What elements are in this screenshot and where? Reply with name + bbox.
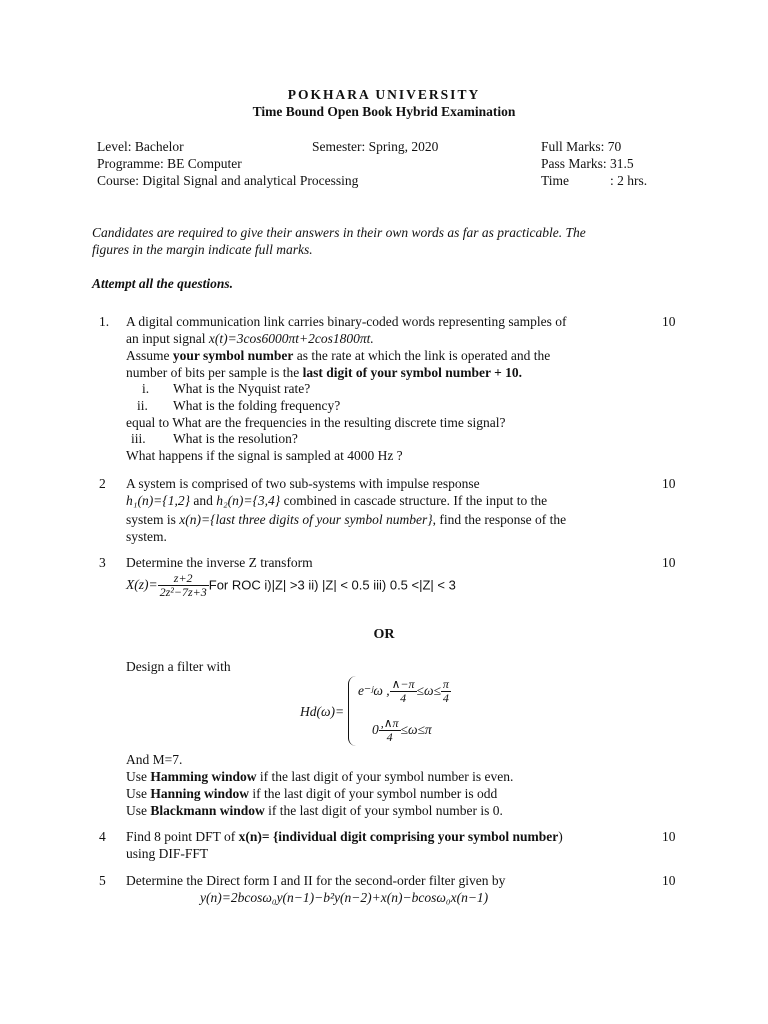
q1-line-4-pre: number of bits per sample is the	[126, 365, 303, 380]
case2-frac-num: ,∧π	[380, 716, 399, 730]
q1-line-2	[126, 331, 374, 347]
q3-numerator: z+2	[158, 572, 209, 586]
q5-line-1: Determine the Direct form I and II for the second-order filter given by	[126, 873, 506, 888]
q3-number: 3	[99, 555, 106, 570]
case1-mid: ≤ω≤	[416, 683, 441, 699]
q3-use-hamming	[126, 769, 513, 785]
q3-use-hanning	[126, 786, 497, 802]
use1-post: if the last digit of your symbol number is even.	[256, 769, 514, 784]
q1-line-3-bold: your symbol number	[172, 348, 294, 363]
q5-equation: y(n)=2bcosω₀y(n−1)−b²y(n−2)+x(n)−bcosω₀x(n−1)	[200, 890, 489, 905]
q2-and: and	[189, 493, 217, 508]
case1-frac-den: 4	[400, 690, 407, 705]
q1-line-1: A digital communication link carries binary-coded words representing samples of	[126, 314, 567, 329]
use3-pre: Use	[126, 803, 151, 818]
q3-design: Design a filter with	[126, 659, 231, 674]
q1-line-3	[126, 348, 550, 364]
q1-sub-i: What is the Nyquist rate?	[173, 381, 311, 396]
q3-roc: For ROC i)|Z| >3 ii) |Z| < 0.5 iii) 0.5 <|Z| < 3	[208, 577, 456, 593]
use3-bold: Blackmann window	[150, 803, 265, 818]
q3-lhs: X(z)=	[126, 577, 158, 593]
or-separator: OR	[373, 627, 395, 642]
q1-signal-equation: x(t)=3cos6000πt+2cos1800πt.	[208, 331, 374, 346]
university-title: POKHARA UNIVERSITY	[287, 87, 481, 102]
q3-m: And M=7.	[126, 752, 183, 767]
case1-exp: e⁻ʲω ,	[358, 683, 390, 699]
q5-marks: 10	[662, 873, 676, 888]
case1-frac	[390, 678, 417, 704]
q3-denominator: 2z²−7z+3	[159, 584, 207, 599]
q4-line-1-pre: Find 8 point DFT of	[126, 829, 239, 844]
q2-line-3-post: , find the response of the	[432, 512, 567, 527]
course: Course: Digital Signal and analytical Processing	[97, 173, 359, 188]
full-marks: Full Marks: 70	[541, 139, 622, 154]
q1-line-4-bold: last digit of your symbol number + 10.	[302, 365, 523, 380]
use1-bold: Hamming window	[150, 769, 257, 784]
level: Level: Bachelor	[97, 139, 184, 154]
q1-marks: 10	[662, 314, 676, 329]
q2-number: 2	[99, 476, 106, 491]
time-label: Time	[541, 173, 570, 188]
hd-case-1	[358, 678, 451, 704]
use2-post: if the last digit of your symbol number is odd	[249, 786, 498, 801]
q2-marks: 10	[662, 476, 676, 491]
use2-pre: Use	[126, 786, 151, 801]
instruction-line-2: figures in the margin indicate full marks.	[92, 242, 313, 257]
case1-r-den: 4	[442, 690, 449, 705]
q4-line-1-post: )	[558, 829, 563, 844]
q3-fraction	[158, 572, 209, 598]
q1-line-4	[126, 365, 522, 381]
q4-line-1-bold: x(n)= {individual digit comprising your symbol number	[238, 829, 559, 844]
q1-line-3-post: as the rate at which the link is operated and the	[293, 348, 551, 363]
q1-last-line: What happens if the signal is sampled at 4000 Hz ?	[126, 448, 403, 463]
case2-post: ≤ω≤π	[400, 722, 432, 738]
q1-sub-ii-number: ii.	[137, 398, 148, 413]
q1-number: 1.	[99, 314, 110, 329]
q2-h1: h₁(n)={1,2}	[126, 493, 190, 508]
q2-h2: h₂(n)={3,4}	[216, 493, 281, 508]
q2-line-4: system.	[126, 529, 167, 544]
q4-line-1	[126, 829, 563, 845]
semester: Semester: Spring, 2020	[312, 139, 439, 154]
q3-marks: 10	[662, 555, 676, 570]
pass-marks: Pass Marks: 31.5	[541, 156, 634, 171]
q1-sub-i-number: i.	[142, 381, 150, 396]
use3-post: if the last digit of your symbol number is 0.	[264, 803, 503, 818]
q1-line-3-pre: Assume	[126, 348, 173, 363]
q1-note: equal to What are the frequencies in the resulting discrete time signal?	[126, 415, 506, 430]
use1-pre: Use	[126, 769, 151, 784]
q2-line-3-pre: system is	[126, 512, 180, 527]
case2-pre: 0	[372, 722, 379, 738]
piecewise-brace	[348, 676, 357, 746]
instruction-line-1: Candidates are required to give their answers in their own words as far as practicable. The	[92, 225, 586, 240]
q2-line-2	[126, 493, 547, 509]
q2-input: x(n)={last three digits of your symbol number}	[179, 512, 433, 527]
q5-number: 5	[99, 873, 106, 888]
q4-number: 4	[99, 829, 106, 844]
q1-sub-ii: What is the folding frequency?	[173, 398, 341, 413]
case1-frac-num: ∧−π	[391, 677, 415, 691]
q2-line-2-post: combined in cascade structure. If the input to the	[280, 493, 548, 508]
hd-case-2	[372, 717, 432, 743]
q2-line-1: A system is comprised of two sub-systems with impulse response	[126, 476, 480, 491]
q1-sub-iii-number: iii.	[131, 431, 146, 446]
q1-line-2-text: an input signal	[126, 331, 209, 346]
exam-title: Time Bound Open Book Hybrid Examination	[252, 104, 516, 119]
q1-sub-iii: What is the resolution?	[173, 431, 298, 446]
hd-lhs: Hd(ω)=	[300, 704, 345, 719]
case2-frac-den: 4	[386, 729, 393, 744]
q3-line-1: Determine the inverse Z transform	[126, 555, 313, 570]
q3-use-blackmann	[126, 803, 503, 819]
attempt-all: Attempt all the questions.	[92, 276, 234, 291]
q4-line-2: using DIF-FFT	[126, 846, 209, 861]
programme: Programme: BE Computer	[97, 156, 242, 171]
time-value: : 2 hrs.	[610, 173, 648, 188]
case2-frac	[379, 717, 401, 743]
case1-r-num: π	[442, 677, 449, 691]
use2-bold: Hanning window	[150, 786, 250, 801]
case1-right-frac	[441, 678, 451, 704]
q2-line-3	[126, 512, 566, 528]
q4-marks: 10	[662, 829, 676, 844]
q3-z-equation	[126, 572, 456, 598]
